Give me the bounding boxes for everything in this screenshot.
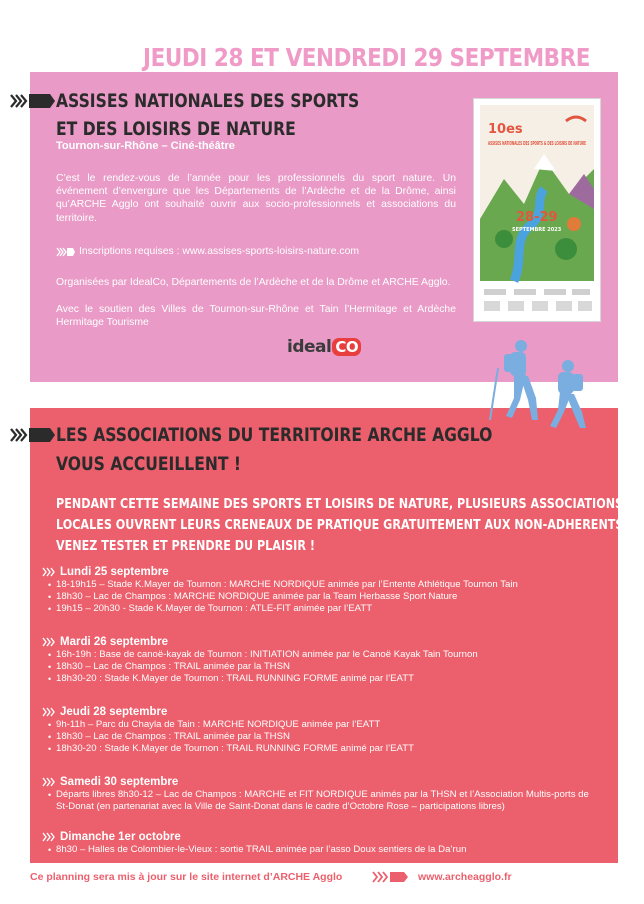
chevron-arrows-icon: [10, 92, 56, 110]
day-block-saturday: [42, 775, 596, 813]
associations-intro: [56, 494, 628, 557]
chevron-arrows-icon: [10, 426, 56, 444]
event-item: • 18h30 – Lac de Champos : MARCHE NORDIQUE animée par la Team Herbasse Sport Nature: [42, 591, 518, 603]
assises-title-line1: ASSISES NATIONALES DES SPORTS: [56, 90, 360, 112]
poster-edition: 10es: [488, 122, 523, 137]
logo-co: CO: [332, 338, 361, 356]
registration-text: Inscriptions requises : www.assises-sports-loisirs-nature.com: [79, 246, 360, 257]
poster-month: SEPTEMBRE 2023: [512, 227, 562, 233]
small-chevron-icon: [42, 567, 56, 577]
event-item: • 18h30 – Lac de Champos : TRAIL animée par la THSN: [42, 661, 478, 673]
small-chevron-icon: [42, 707, 56, 717]
intro-line: PENDANT CETTE SEMAINE DES SPORTS ET LOISIRS DE NATURE, PLUSIEURS ASSOCIATIONS: [56, 497, 624, 512]
assises-description: C’est le rendez-vous de l’année pour les professionnels du sport nature. Un événement d’envergure que les Départements de l’Ardèche et de la Drôme, ainsi qu’ARCHE Agglo ont souhaité ouvrir aux socio-professionnels et associations du territoire.: [56, 173, 456, 224]
footer-chevron-icon: [372, 870, 410, 884]
day-title: Samedi 30 septembre: [60, 776, 179, 788]
event-item: • 18h30 – Lac de Champos : TRAIL animée par la THSN: [42, 731, 414, 743]
hikers-icon: [476, 338, 606, 428]
day-title: Lundi 25 septembre: [60, 566, 169, 578]
event-item: • 8h30 – Halles de Colombier-le-Vieux : sortie TRAIL animée par l’asso Doux sentiers de la Da’run: [42, 844, 466, 856]
event-item: • Départs libres 8h30-12 – Lac de Champos : MARCHE et FIT NORDIQUE animés par la THSN et l’Association Multis-ports de St-Donat (en partenariat avec la Ville de Saint-Donat dans le cadre d’Octobre Rose – participations libres): [42, 789, 596, 813]
small-chevron-icon: [42, 832, 56, 842]
intro-line: LOCALES OUVRENT LEURS CRENEAUX DE PRATIQUE GRATUITEMENT AUX NON-ADHERENTS.: [56, 518, 628, 533]
poster-illustration: [474, 99, 600, 321]
day-block-tuesday: [42, 635, 478, 686]
registration-line: [56, 245, 456, 258]
assises-support: Avec le soutien des Villes de Tournon-sur-Rhône et Tain l’Hermitage et Ardèche Hermitage Tourisme: [56, 304, 456, 329]
small-chevron-icon: [42, 777, 56, 787]
idealco-logo: [287, 337, 361, 357]
day-block-sunday: [42, 830, 466, 856]
event-item: • 18-19h15 – Stade K.Mayer de Tournon : MARCHE NORDIQUE animée par l’Entente Athlétique Tournon Tain: [42, 579, 518, 591]
assises-location: Tournon-sur-Rhône – Ciné-théâtre: [56, 140, 235, 152]
day-block-thursday: [42, 705, 414, 756]
logo-text: ideal: [287, 337, 332, 357]
poster-heading: ASSISES NATIONALES DES SPORTS & DES LOISIRS DE NATURE: [488, 141, 587, 147]
page-title: JEUDI 28 ET VENDREDI 29 SEPTEMBRE: [143, 43, 590, 72]
poster-dates: 28-29: [516, 210, 558, 225]
event-poster: [473, 98, 601, 322]
event-item: • 16h-19h : Base de canoë-kayak de Tournon : INITIATION animée par le Canoë Kayak Tain Tournon: [42, 649, 478, 661]
day-title: Jeudi 28 septembre: [60, 706, 168, 718]
day-title: Mardi 26 septembre: [60, 636, 169, 648]
day-title: Dimanche 1er octobre: [60, 831, 181, 843]
intro-line: VENEZ TESTER ET PRENDRE DU PLAISIR !: [56, 539, 315, 554]
event-item: • 9h-11h – Parc du Chayla de Tain : MARCHE NORDIQUE animée par l’EATT: [42, 719, 414, 731]
assises-title-line2: ET DES LOISIRS DE NATURE: [56, 118, 296, 140]
associations-title-line1: LES ASSOCIATIONS DU TERRITOIRE ARCHE AGGLO: [56, 424, 493, 446]
day-block-monday: [42, 565, 518, 616]
event-item: • 18h30-20 : Stade K.Mayer de Tournon : TRAIL RUNNING FORME animé par l’EATT: [42, 743, 414, 755]
small-chevron-icon: [42, 637, 56, 647]
small-chevron-icon: [56, 247, 76, 257]
associations-title-line2: VOUS ACCUEILLENT !: [56, 453, 242, 475]
assises-organizers: Organisées par IdealCo, Départements de l’Ardèche et de la Drôme et ARCHE Agglo.: [56, 277, 451, 288]
event-item: • 19h15 – 20h30 - Stade K.Mayer de Tournon : ATLE-FIT animée par l’EATT: [42, 603, 518, 615]
event-item: • 18h30-20 : Stade K.Mayer de Tournon : TRAIL RUNNING FORME animé par l’EATT: [42, 673, 478, 685]
footer-note: Ce planning sera mis à jour sur le site internet d’ARCHE Agglo: [30, 871, 343, 883]
website-link[interactable]: www.archeagglo.fr: [418, 871, 512, 883]
